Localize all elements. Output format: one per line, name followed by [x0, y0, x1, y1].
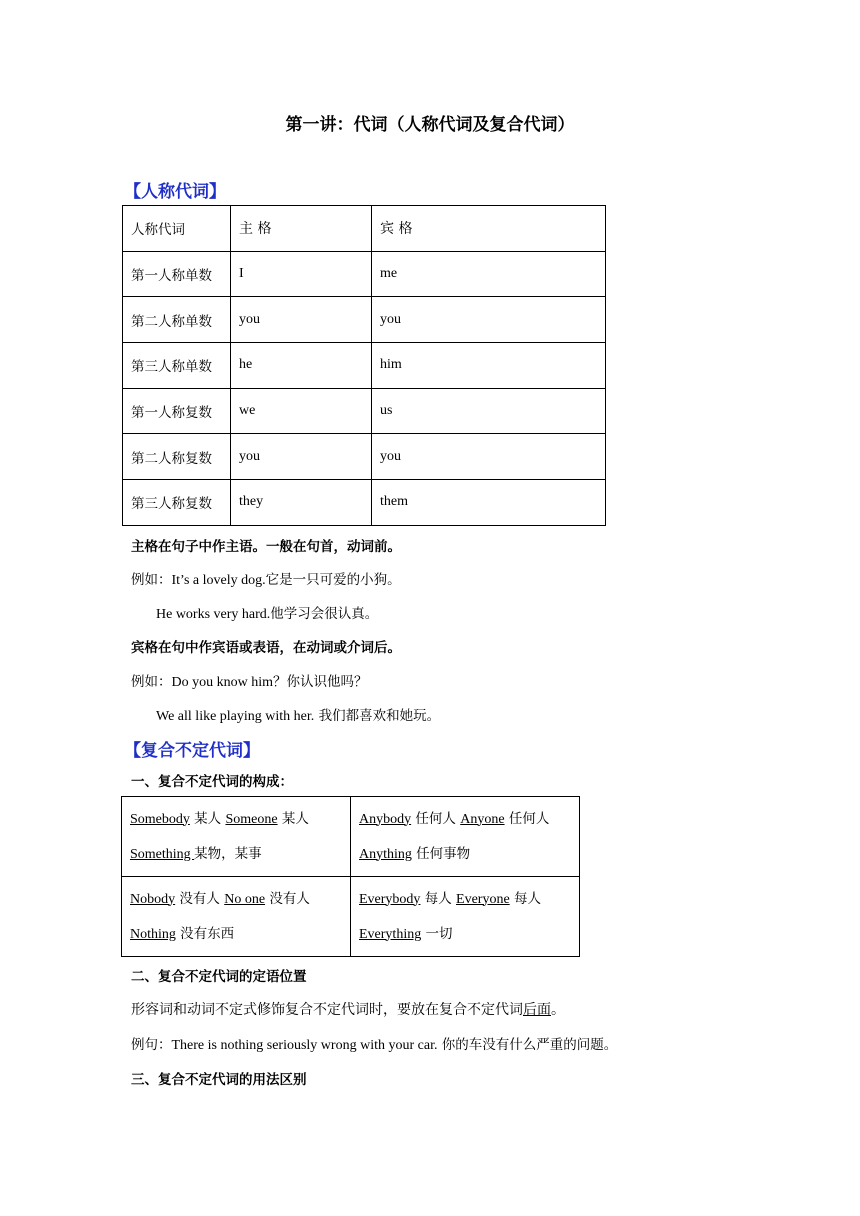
pronoun-word: Somebody [130, 811, 190, 827]
table-row [123, 434, 606, 480]
table-row [123, 251, 606, 297]
table-cell: you [372, 297, 606, 343]
pronoun-meaning: 任何人 [504, 810, 550, 827]
pronoun-meaning: 没有东西 [175, 925, 235, 942]
example-english: We all like playing with her. [156, 709, 315, 724]
table-row [123, 480, 606, 526]
subheading-composition: 一、复合不定代词的构成： [131, 774, 293, 790]
section-heading-compound-pronouns: 【复合不定代词】 [124, 741, 260, 761]
table-cell: 第三人称复数 [123, 480, 231, 526]
table-row [123, 297, 606, 343]
example-line-4 [156, 704, 440, 725]
pronoun-meaning: 没有人 [175, 890, 225, 907]
pronoun-word: Everybody [359, 891, 421, 907]
subject-case-rule: 主格在句子中作主语。一般在句首，动词前。 [131, 539, 401, 555]
attributive-example [131, 1033, 617, 1054]
table-header-row [123, 206, 606, 252]
pronoun-word: Everything [359, 926, 422, 942]
compound-pronoun-table [121, 796, 580, 957]
table-header-cell: 人称代词 [123, 206, 231, 252]
compound-cell-no [122, 877, 351, 957]
pronoun-word: No one [224, 891, 266, 907]
example-english: There is nothing seriously wrong with your car. [171, 1038, 438, 1053]
table-cell: we [231, 388, 372, 434]
table-header-cell: 宾 格 [372, 206, 606, 252]
attributive-rule [131, 999, 565, 1019]
example-chinese: 你的车没有什么严重的问题。 [437, 1037, 618, 1053]
pronoun-meaning: 某物，某事 [194, 845, 262, 862]
example-chinese: 它是一只可爱的小狗。 [265, 572, 401, 588]
pronoun-meaning: 某人 [189, 810, 226, 827]
table-cell: 第一人称单数 [123, 251, 231, 297]
compound-cell-every [351, 877, 580, 957]
pronoun-meaning: 某人 [277, 810, 309, 827]
rule-emphasis: 后面 [523, 1002, 551, 1018]
subheading-attributive-position: 二、复合不定代词的定语位置 [131, 969, 307, 985]
table-cell: 第二人称复数 [123, 434, 231, 480]
table-cell: you [372, 434, 606, 480]
object-case-rule: 宾格在句中作宾语或表语，在动词或介词后。 [131, 640, 401, 656]
table-cell: us [372, 388, 606, 434]
table-cell: him [372, 343, 606, 389]
pronoun-word: Someone [225, 811, 278, 827]
table-cell: he [231, 343, 372, 389]
example-chinese: 他学习会很认真。 [270, 606, 379, 622]
pronoun-meaning: 每人 [420, 890, 457, 907]
table-cell: you [231, 434, 372, 480]
example-chinese: ？你认识他吗？ [273, 674, 368, 690]
table-cell: I [231, 251, 372, 297]
subheading-usage-difference: 三、复合不定代词的用法区别 [131, 1072, 307, 1088]
table-row [123, 388, 606, 434]
pronoun-word: Something [130, 846, 195, 862]
compound-cell-some [122, 797, 351, 877]
example-label: 例如： [131, 572, 172, 588]
pronoun-meaning: 任何事物 [411, 845, 471, 862]
pronoun-meaning: 每人 [509, 890, 541, 907]
table-row [123, 343, 606, 389]
rule-text: 。 [551, 1002, 565, 1018]
personal-pronoun-table [122, 205, 606, 526]
example-line-3 [131, 670, 368, 691]
table-cell: me [372, 251, 606, 297]
pronoun-meaning: 没有人 [265, 890, 310, 907]
table-header-cell: 主 格 [231, 206, 372, 252]
pronoun-word: Nothing [130, 926, 176, 942]
example-english: He works very hard. [156, 607, 271, 622]
example-english: It’s a lovely dog. [171, 573, 266, 588]
rule-text: 形容词和动词不定式修饰复合不定代词时，要放在复合不定代词 [131, 1002, 523, 1018]
pronoun-word: Anything [359, 846, 412, 862]
example-english: Do you know him [171, 675, 273, 690]
table-cell: 第二人称单数 [123, 297, 231, 343]
page-title: 第一讲：代词（人称代词及复合代词） [285, 115, 575, 135]
pronoun-word: Anyone [460, 811, 505, 827]
pronoun-word: Everyone [456, 891, 510, 907]
table-cell: 第三人称单数 [123, 343, 231, 389]
table-cell: you [231, 297, 372, 343]
example-chinese: 我们都喜欢和她玩。 [314, 708, 441, 724]
compound-cell-any [351, 797, 580, 877]
pronoun-meaning: 任何人 [411, 810, 461, 827]
pronoun-word: Nobody [130, 891, 176, 907]
example-line-1 [131, 568, 401, 589]
table-cell: 第一人称复数 [123, 388, 231, 434]
example-label: 例句： [131, 1037, 172, 1053]
pronoun-word: Anybody [359, 811, 412, 827]
table-cell: them [372, 480, 606, 526]
section-heading-personal-pronouns: 【人称代词】 [124, 182, 226, 202]
example-label: 例如： [131, 674, 172, 690]
table-cell: they [231, 480, 372, 526]
example-line-2 [156, 602, 378, 623]
pronoun-meaning: 一切 [421, 925, 453, 942]
